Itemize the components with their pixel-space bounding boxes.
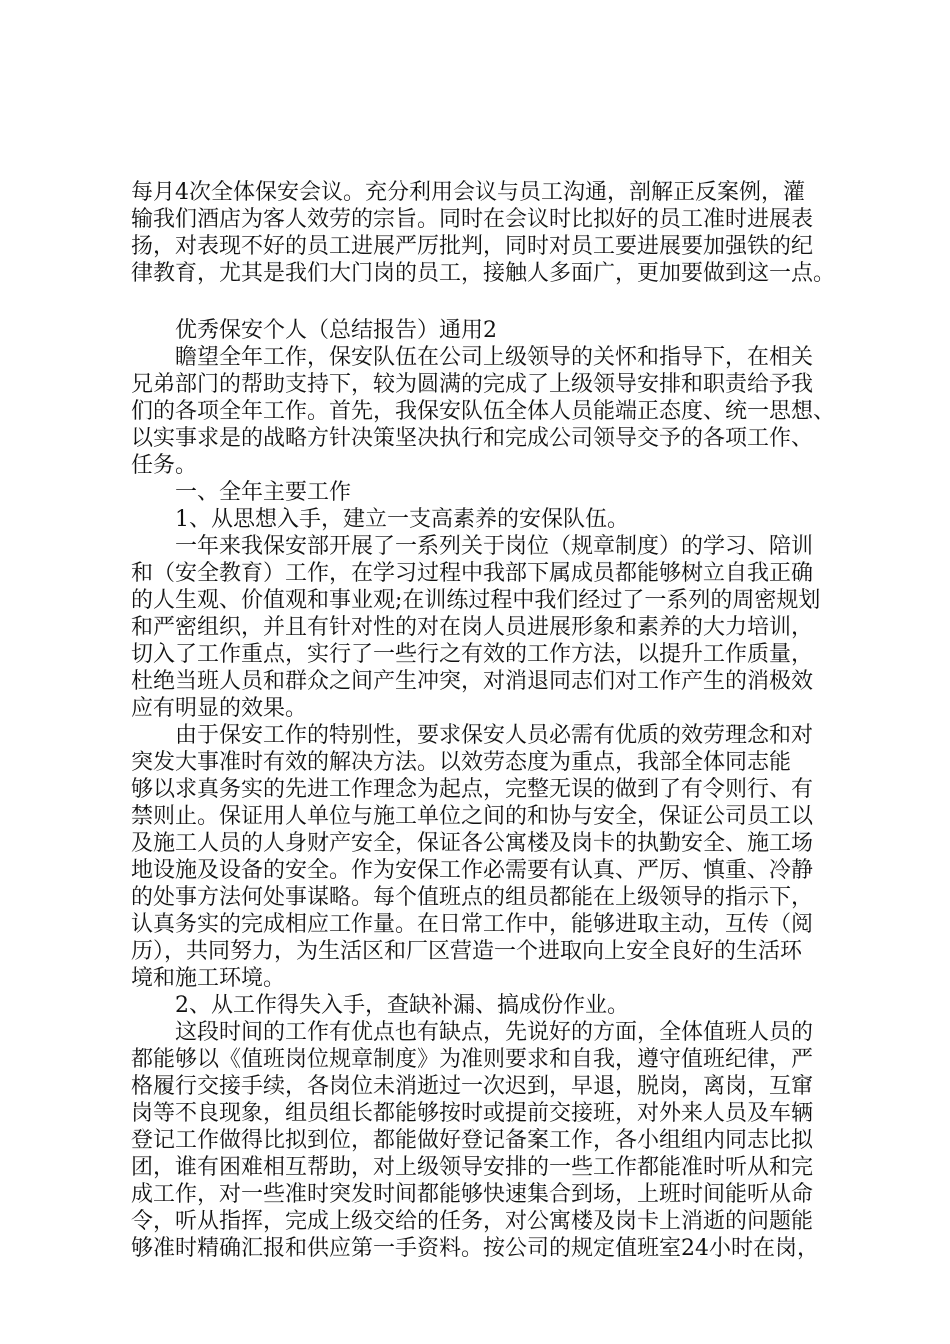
text-line: 都能够以《值班岗位规章制度》为准则要求和自我，遵守值班纪律，严 (131, 1047, 814, 1072)
text-line: 应有明显的效果。 (131, 696, 308, 721)
text-line: 和（安全教育）工作，在学习过程中我部下属成员都能够树立自我正确 (131, 561, 814, 586)
text-line: 以实事求是的战略方针决策坚决执行和完成公司领导交予的各项工作、 (131, 426, 814, 451)
text-line: 及施工人员的人身财产安全，保证各公寓楼及岗卡的执勤安全、施工场 (131, 831, 814, 856)
section-title: 优秀保安个人（总结报告）通用2 (131, 318, 497, 343)
text-line: 输我们酒店为客人效劳的宗旨。同时在会议时比拟好的员工准时进展表 (131, 207, 814, 232)
text-line: 格履行交接手续，各岗位未消逝过一次迟到，早退，脱岗，离岗，互窜 (131, 1074, 814, 1099)
text-line: 的人生观、价值观和事业观;在训练过程中我们经过了一系列的周密规划 (131, 588, 821, 613)
text-line: 认真务实的完成相应工作量。在日常工作中，能够进取主动，互传（阅 (131, 912, 814, 937)
text-line: 扬，对表现不好的员工进展严厉批判，同时对员工要进展要加强铁的纪 (131, 234, 814, 259)
text-line: 们的各项全年工作。首先，我保安队伍全体人员能端正态度、统一思想、 (131, 399, 836, 424)
heading-line: 一、全年主要工作 (131, 480, 352, 505)
text-line: 够以求真务实的先进工作理念为起点，完整无误的做到了有令则行、有 (131, 777, 814, 802)
text-line: 一年来我保安部开展了一系列关于岗位（规章制度）的学习、陪训 (131, 534, 814, 559)
text-line: 地设施及设备的安全。作为安保工作必需要有认真、严厉、慎重、冷静 (131, 858, 814, 883)
text-line: 突发大事准时有效的解决方法。以效劳态度为重点，我部全体同志能 (131, 750, 792, 775)
text-line: 由于保安工作的特别性，要求保安人员必需有优质的效劳理念和对 (131, 723, 814, 748)
heading-line: 2、从工作得失入手，查缺补漏、搞成份作业。 (131, 993, 629, 1018)
text-line: 任务。 (131, 453, 198, 478)
text-line: 团，谁有困难相互帮助，对上级领导安排的一些工作都能准时听从和完 (131, 1155, 814, 1180)
text-line: 成工作，对一些准时突发时间都能够快速集合到场，上班时间能听从命 (131, 1182, 814, 1207)
text-line: 切入了工作重点，实行了一些行之有效的工作方法，以提升工作质量， (131, 642, 814, 667)
text-line: 瞻望全年工作，保安队伍在公司上级领导的关怀和指导下，在相关 (131, 345, 814, 370)
text-line: 禁则止。保证用人单位与施工单位之间的和协与安全，保证公司员工以 (131, 804, 814, 829)
text-line: 岗等不良现象，组员组长都能够按时或提前交接班，对外来人员及车辆 (131, 1101, 814, 1126)
text-line: 历），共同努力，为生活区和厂区营造一个进取向上安全良好的生活环 (131, 939, 803, 964)
text-line: 境和施工环境。 (131, 966, 286, 991)
text-line: 和严密组织，并且有针对性的对在岗人员进展形象和素养的大力培训， (131, 615, 814, 640)
heading-line: 1、从思想入手，建立一支高素养的安保队伍。 (131, 507, 629, 532)
text-line: 每月4次全体保安会议。充分利用会议与员工沟通，剖解正反案例，灌 (131, 180, 805, 205)
text-line: 杜绝当班人员和群众之间产生冲突，对消退同志们对工作产生的消极效 (131, 669, 814, 694)
text-line: 律教育，尤其是我们大门岗的员工，接触人多面广，更加要做到这一点。 (131, 261, 836, 286)
text-line: 登记工作做得比拟到位，都能做好登记备案工作，各小组组内同志比拟 (131, 1128, 814, 1153)
text-line: 令，听从指挥，完成上级交给的任务，对公寓楼及岗卡上消逝的问题能 (131, 1209, 814, 1234)
text-line: 这段时间的工作有优点也有缺点，先说好的方面，全体值班人员的 (131, 1020, 814, 1045)
text-line: 兄弟部门的帮助支持下，较为圆满的完成了上级领导安排和职责给予我 (131, 372, 814, 397)
text-line: 够准时精确汇报和供应第一手资料。按公司的规定值班室24小时在岗， (131, 1236, 819, 1261)
text-line: 的处事方法何处事谋略。每个值班点的组员都能在上级领导的指示下， (131, 885, 814, 910)
